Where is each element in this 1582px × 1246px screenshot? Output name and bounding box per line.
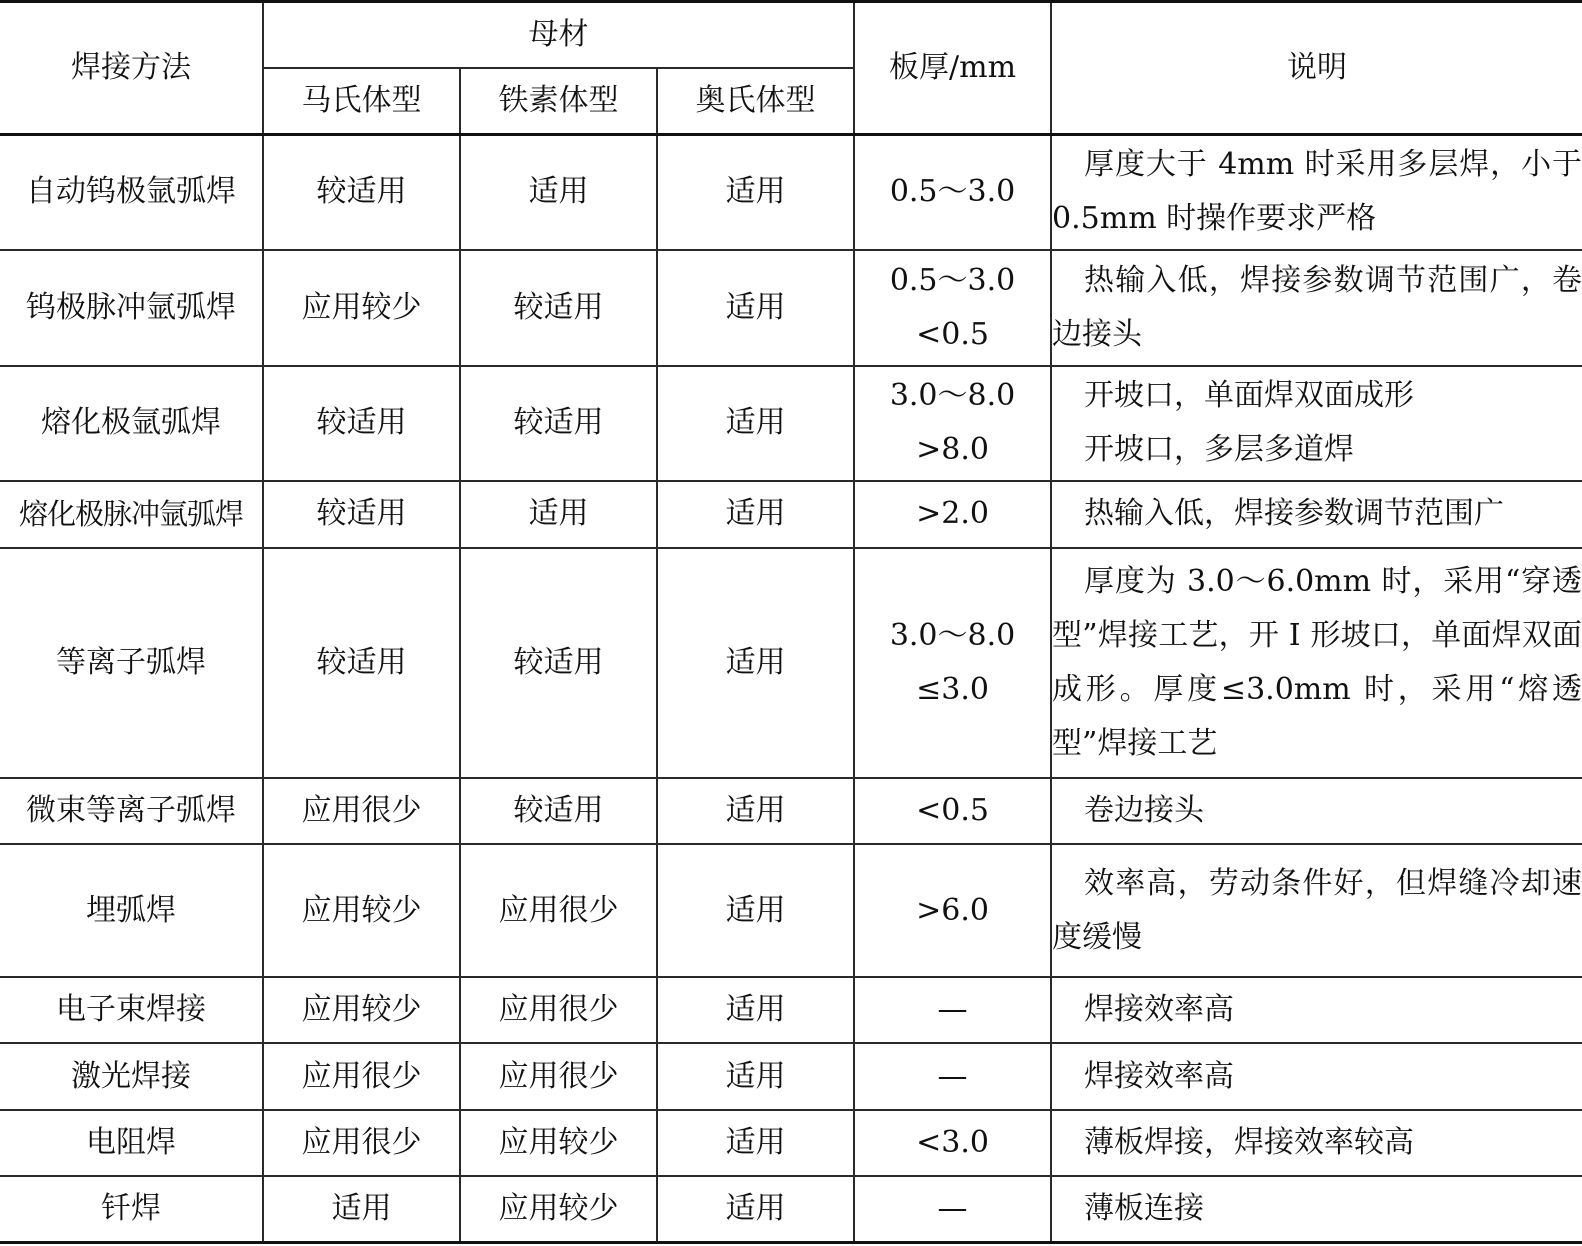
cell-martensitic: 适用 — [263, 1176, 460, 1242]
table-row — [0, 366, 1582, 482]
header-base-metal: 母材 — [263, 2, 854, 68]
cell-thickness — [854, 778, 1051, 844]
cell-austenitic: 适用 — [657, 844, 854, 977]
header-thickness: 板厚/mm — [854, 2, 1051, 135]
table-row — [0, 1176, 1582, 1242]
cell-martensitic: 应用很少 — [263, 1043, 460, 1109]
cell-notes — [1051, 250, 1582, 366]
cell-thickness — [854, 1110, 1051, 1176]
cell-method: 微束等离子弧焊 — [0, 778, 263, 844]
cell-austenitic: 适用 — [657, 1110, 854, 1176]
cell-method: 激光焊接 — [0, 1043, 263, 1109]
cell-notes — [1051, 481, 1582, 547]
table-row — [0, 481, 1582, 547]
cell-austenitic: 适用 — [657, 250, 854, 366]
thickness-value: <0.5 — [916, 316, 989, 352]
thickness-value: >2.0 — [916, 496, 989, 532]
thickness-value: 0.5～3.0 — [889, 174, 1016, 210]
thickness-value: 3.0～8.0 — [889, 378, 1016, 414]
cell-ferritic: 适用 — [460, 481, 657, 547]
thickness-value: 0.5～3.0 — [889, 262, 1016, 298]
cell-martensitic: 应用较少 — [263, 977, 460, 1043]
note-text: 热输入低，焊接参数调节范围广，卷边接头 — [1052, 262, 1582, 352]
cell-method: 自动钨极氩弧焊 — [0, 134, 263, 250]
cell-austenitic: 适用 — [657, 977, 854, 1043]
thickness-value: — — [937, 1058, 968, 1094]
note-text: 厚度大于 4mm 时采用多层焊，小于 0.5mm 时操作要求严格 — [1052, 147, 1582, 237]
cell-ferritic: 应用很少 — [460, 977, 657, 1043]
cell-ferritic: 应用较少 — [460, 1110, 657, 1176]
cell-thickness — [854, 1176, 1051, 1242]
cell-austenitic: 适用 — [657, 481, 854, 547]
cell-martensitic: 较适用 — [263, 481, 460, 547]
table-row — [0, 548, 1582, 778]
thickness-value: >6.0 — [916, 892, 989, 928]
cell-martensitic: 较适用 — [263, 134, 460, 250]
cell-ferritic: 应用很少 — [460, 844, 657, 977]
cell-thickness — [854, 844, 1051, 977]
cell-austenitic: 适用 — [657, 548, 854, 778]
cell-notes — [1051, 1110, 1582, 1176]
cell-notes — [1051, 778, 1582, 844]
cell-thickness — [854, 548, 1051, 778]
thickness-value: 3.0～8.0 — [889, 617, 1016, 653]
cell-austenitic: 适用 — [657, 1043, 854, 1109]
cell-method: 熔化极脉冲氩弧焊 — [0, 481, 263, 547]
note-text: 焊接效率高 — [1084, 1058, 1235, 1094]
cell-ferritic: 应用较少 — [460, 1176, 657, 1242]
cell-notes — [1051, 977, 1582, 1043]
cell-method: 埋弧焊 — [0, 844, 263, 977]
note-text: 开坡口，单面焊双面成形 — [1084, 378, 1415, 414]
cell-notes — [1051, 134, 1582, 250]
cell-thickness — [854, 134, 1051, 250]
note-text: 薄板焊接，焊接效率较高 — [1084, 1124, 1415, 1160]
cell-austenitic: 适用 — [657, 778, 854, 844]
cell-ferritic: 较适用 — [460, 778, 657, 844]
note-text: 焊接效率高 — [1084, 992, 1235, 1028]
table-row — [0, 977, 1582, 1043]
cell-thickness — [854, 977, 1051, 1043]
cell-notes — [1051, 548, 1582, 778]
header-notes: 说明 — [1051, 2, 1582, 135]
table-row — [0, 1043, 1582, 1109]
cell-thickness — [854, 366, 1051, 482]
cell-martensitic: 较适用 — [263, 366, 460, 482]
note-text: 卷边接头 — [1084, 793, 1205, 829]
cell-notes — [1051, 1176, 1582, 1242]
cell-martensitic: 应用较少 — [263, 844, 460, 977]
table-row — [0, 250, 1582, 366]
header-martensitic: 马氏体型 — [263, 68, 460, 134]
cell-thickness — [854, 481, 1051, 547]
cell-notes — [1051, 1043, 1582, 1109]
cell-notes — [1051, 366, 1582, 482]
cell-martensitic: 应用很少 — [263, 1110, 460, 1176]
cell-austenitic: 适用 — [657, 1176, 854, 1242]
cell-martensitic: 应用很少 — [263, 778, 460, 844]
note-text: 开坡口，多层多道焊 — [1084, 432, 1355, 468]
cell-method: 电阻焊 — [0, 1110, 263, 1176]
note-text: 效率高，劳动条件好，但焊缝冷却速度缓慢 — [1052, 865, 1582, 955]
cell-thickness — [854, 250, 1051, 366]
cell-austenitic: 适用 — [657, 366, 854, 482]
header-ferritic: 铁素体型 — [460, 68, 657, 134]
cell-method: 钎焊 — [0, 1176, 263, 1242]
thickness-value: <0.5 — [916, 793, 989, 829]
note-text: 薄板连接 — [1084, 1191, 1205, 1227]
thickness-value: ≤3.0 — [916, 671, 989, 707]
table-row — [0, 844, 1582, 977]
cell-martensitic: 应用较少 — [263, 250, 460, 366]
thickness-value: — — [937, 992, 968, 1028]
cell-thickness — [854, 1043, 1051, 1109]
header-method: 焊接方法 — [0, 2, 263, 135]
thickness-value: — — [937, 1191, 968, 1227]
cell-ferritic: 较适用 — [460, 548, 657, 778]
note-text: 厚度为 3.0～6.0mm 时，采用“穿透型”焊接工艺，开 I 形坡口，单面焊双面成形。厚度≤3.0mm 时，采用“熔透型”焊接工艺 — [1052, 563, 1582, 761]
thickness-value: >8.0 — [916, 432, 989, 468]
table-row — [0, 778, 1582, 844]
cell-martensitic: 较适用 — [263, 548, 460, 778]
cell-austenitic: 适用 — [657, 134, 854, 250]
cell-ferritic: 较适用 — [460, 366, 657, 482]
cell-method: 等离子弧焊 — [0, 548, 263, 778]
table-row — [0, 1110, 1582, 1176]
cell-method: 熔化极氩弧焊 — [0, 366, 263, 482]
cell-notes — [1051, 844, 1582, 977]
header-row-1 — [0, 2, 1582, 68]
thickness-value: <3.0 — [916, 1124, 989, 1160]
cell-ferritic: 应用很少 — [460, 1043, 657, 1109]
cell-ferritic: 适用 — [460, 134, 657, 250]
cell-method: 钨极脉冲氩弧焊 — [0, 250, 263, 366]
cell-ferritic: 较适用 — [460, 250, 657, 366]
table-row — [0, 134, 1582, 250]
note-text: 热输入低，焊接参数调节范围广 — [1084, 496, 1505, 532]
cell-method: 电子束焊接 — [0, 977, 263, 1043]
header-austenitic: 奥氏体型 — [657, 68, 854, 134]
